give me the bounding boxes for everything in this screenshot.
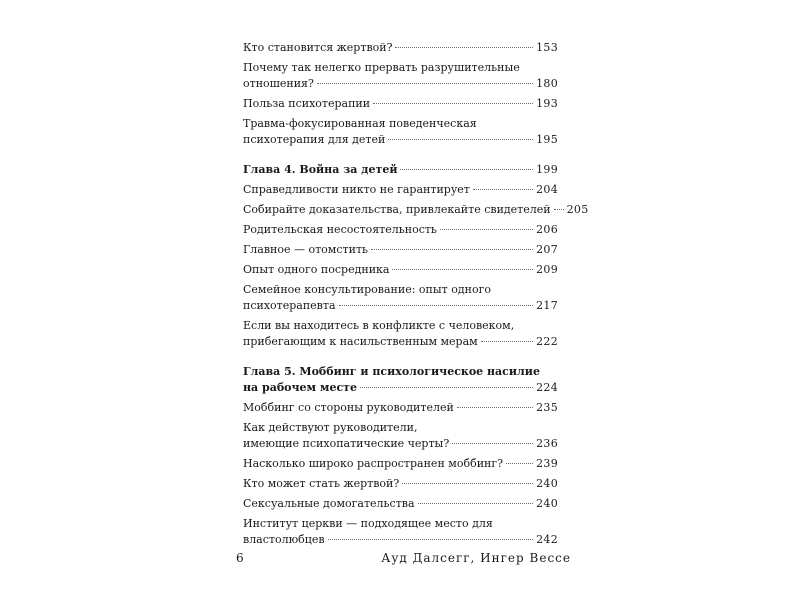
- toc-entry-title: Моббинг со стороны руководителей: [243, 401, 454, 414]
- toc-entry-title: Кто становится жертвой?: [243, 41, 393, 54]
- toc-entry: [243, 182, 558, 198]
- dot-leader: [395, 47, 533, 48]
- toc-entry-title: Собирайте доказательства, привлекайте свидетелей: [243, 203, 551, 216]
- toc-entry-title: Насколько широко распространен моббинг?: [243, 457, 504, 470]
- dot-leader: [418, 503, 534, 504]
- toc-entry-title: Сексуальные домогательства: [243, 497, 415, 510]
- toc-entry-line: [243, 132, 558, 148]
- dot-leader: [457, 407, 533, 408]
- toc-entry: [243, 400, 558, 416]
- toc-entry-title: имеющие психопатические черты?: [243, 437, 450, 450]
- toc-entry-title: Справедливости никто не гарантирует: [243, 183, 470, 196]
- dot-leader: [554, 209, 564, 210]
- toc-page-number: 235: [536, 401, 558, 414]
- toc-entry: [243, 262, 558, 278]
- chapter-spacer: [243, 354, 558, 364]
- page-footer: [0, 551, 800, 571]
- toc-page-number: 153: [536, 41, 558, 54]
- toc-entry-title: Глава 4. Война за детей: [243, 163, 398, 176]
- dot-leader: [373, 103, 533, 104]
- toc-entry-title: Семейное консультирование: опыт одного: [243, 283, 491, 296]
- toc-entry-line: [243, 334, 558, 350]
- toc-entry: [243, 116, 558, 148]
- toc-page-number: 204: [536, 183, 558, 196]
- toc-entry-line: [243, 380, 558, 396]
- toc-entry-line: [243, 364, 558, 380]
- dot-leader: [388, 139, 533, 140]
- toc-page-number: 222: [536, 335, 558, 348]
- toc-entry-title: Почему так нелегко прервать разрушительные: [243, 61, 520, 74]
- toc-entry: [243, 60, 558, 92]
- toc-entry-title: психотерапия для детей: [243, 133, 386, 146]
- toc-entry-title: Родительская несостоятельность: [243, 223, 437, 236]
- toc-entry: [243, 222, 558, 238]
- toc-entry: [243, 318, 558, 350]
- toc-page-number: 217: [536, 299, 558, 312]
- toc-entry-title: властолюбцев: [243, 533, 325, 546]
- toc-entry: [243, 496, 558, 512]
- toc-entry-line: [243, 318, 558, 334]
- toc-chapter-entry: [243, 364, 558, 396]
- table-of-contents: [243, 40, 589, 552]
- toc-entry: [243, 96, 558, 112]
- toc-entry-title: Польза психотерапии: [243, 97, 371, 110]
- toc-entry-title: на рабочем месте: [243, 381, 358, 394]
- toc-entry-line: [243, 532, 558, 548]
- toc-page-number: 180: [536, 77, 558, 90]
- toc-page-number: 240: [536, 497, 558, 510]
- toc-entry-line: [243, 516, 558, 532]
- toc-entry-title: отношения?: [243, 77, 314, 90]
- dot-leader: [360, 387, 533, 388]
- toc-entry-title: Опыт одного посредника: [243, 263, 390, 276]
- toc-entry-line: [243, 116, 558, 132]
- toc-entry-line: [243, 282, 558, 298]
- toc-entry-line: [243, 420, 558, 436]
- dot-leader: [371, 249, 533, 250]
- toc-page-number: 224: [536, 381, 558, 394]
- toc-page-number: 195: [536, 133, 558, 146]
- toc-entry-title: Кто может стать жертвой?: [243, 477, 400, 490]
- running-head: Ауд Далсегг, Ингер Вессе: [381, 551, 571, 565]
- dot-leader: [392, 269, 533, 270]
- toc-entry: [243, 420, 558, 452]
- toc-entry-line: [243, 436, 558, 452]
- toc-page-number: 236: [536, 437, 558, 450]
- toc-entry-line: [243, 298, 558, 314]
- toc-page-number: 193: [536, 97, 558, 110]
- dot-leader: [473, 189, 533, 190]
- toc-entry-title: Главное — отомстить: [243, 243, 369, 256]
- dot-leader: [440, 229, 533, 230]
- toc-entry-line: [243, 60, 558, 76]
- toc-entry: [243, 242, 558, 258]
- toc-entry: [243, 456, 558, 472]
- dot-leader: [400, 169, 533, 170]
- dot-leader: [506, 463, 533, 464]
- dot-leader: [452, 443, 533, 444]
- toc-entry: [243, 516, 558, 548]
- toc-entry-title: Институт церкви — подходящее место для: [243, 517, 493, 530]
- toc-entry-title: Как действуют руководители,: [243, 421, 418, 434]
- toc-entry: [243, 202, 589, 218]
- toc-page-number: 206: [536, 223, 558, 236]
- page-number: 6: [236, 551, 245, 565]
- toc-chapter-entry: [243, 162, 558, 178]
- toc-entry: [243, 40, 558, 56]
- toc-entry: [243, 476, 558, 492]
- toc-page-number: 207: [536, 243, 558, 256]
- toc-entry: [243, 282, 558, 314]
- toc-page-number: 239: [536, 457, 558, 470]
- toc-page-number: 240: [536, 477, 558, 490]
- dot-leader: [328, 539, 534, 540]
- toc-entry-title: Если вы находитесь в конфликте с человеком,: [243, 319, 515, 332]
- toc-page-number: 209: [536, 263, 558, 276]
- toc-entry-line: [243, 76, 558, 92]
- toc-entry-title: Травма-фокусированная поведенческая: [243, 117, 477, 130]
- toc-page-number: 199: [536, 163, 558, 176]
- chapter-spacer: [243, 152, 558, 162]
- dot-leader: [481, 341, 533, 342]
- dot-leader: [339, 305, 534, 306]
- toc-page-number: 205: [566, 203, 589, 216]
- toc-entry-title: психотерапевта: [243, 299, 336, 312]
- toc-page-number: 242: [536, 533, 558, 546]
- toc-entry-title: прибегающим к насильственным мерам: [243, 335, 478, 348]
- dot-leader: [317, 83, 533, 84]
- toc-entry-title: Глава 5. Моббинг и психологическое насилие: [243, 365, 540, 378]
- dot-leader: [402, 483, 533, 484]
